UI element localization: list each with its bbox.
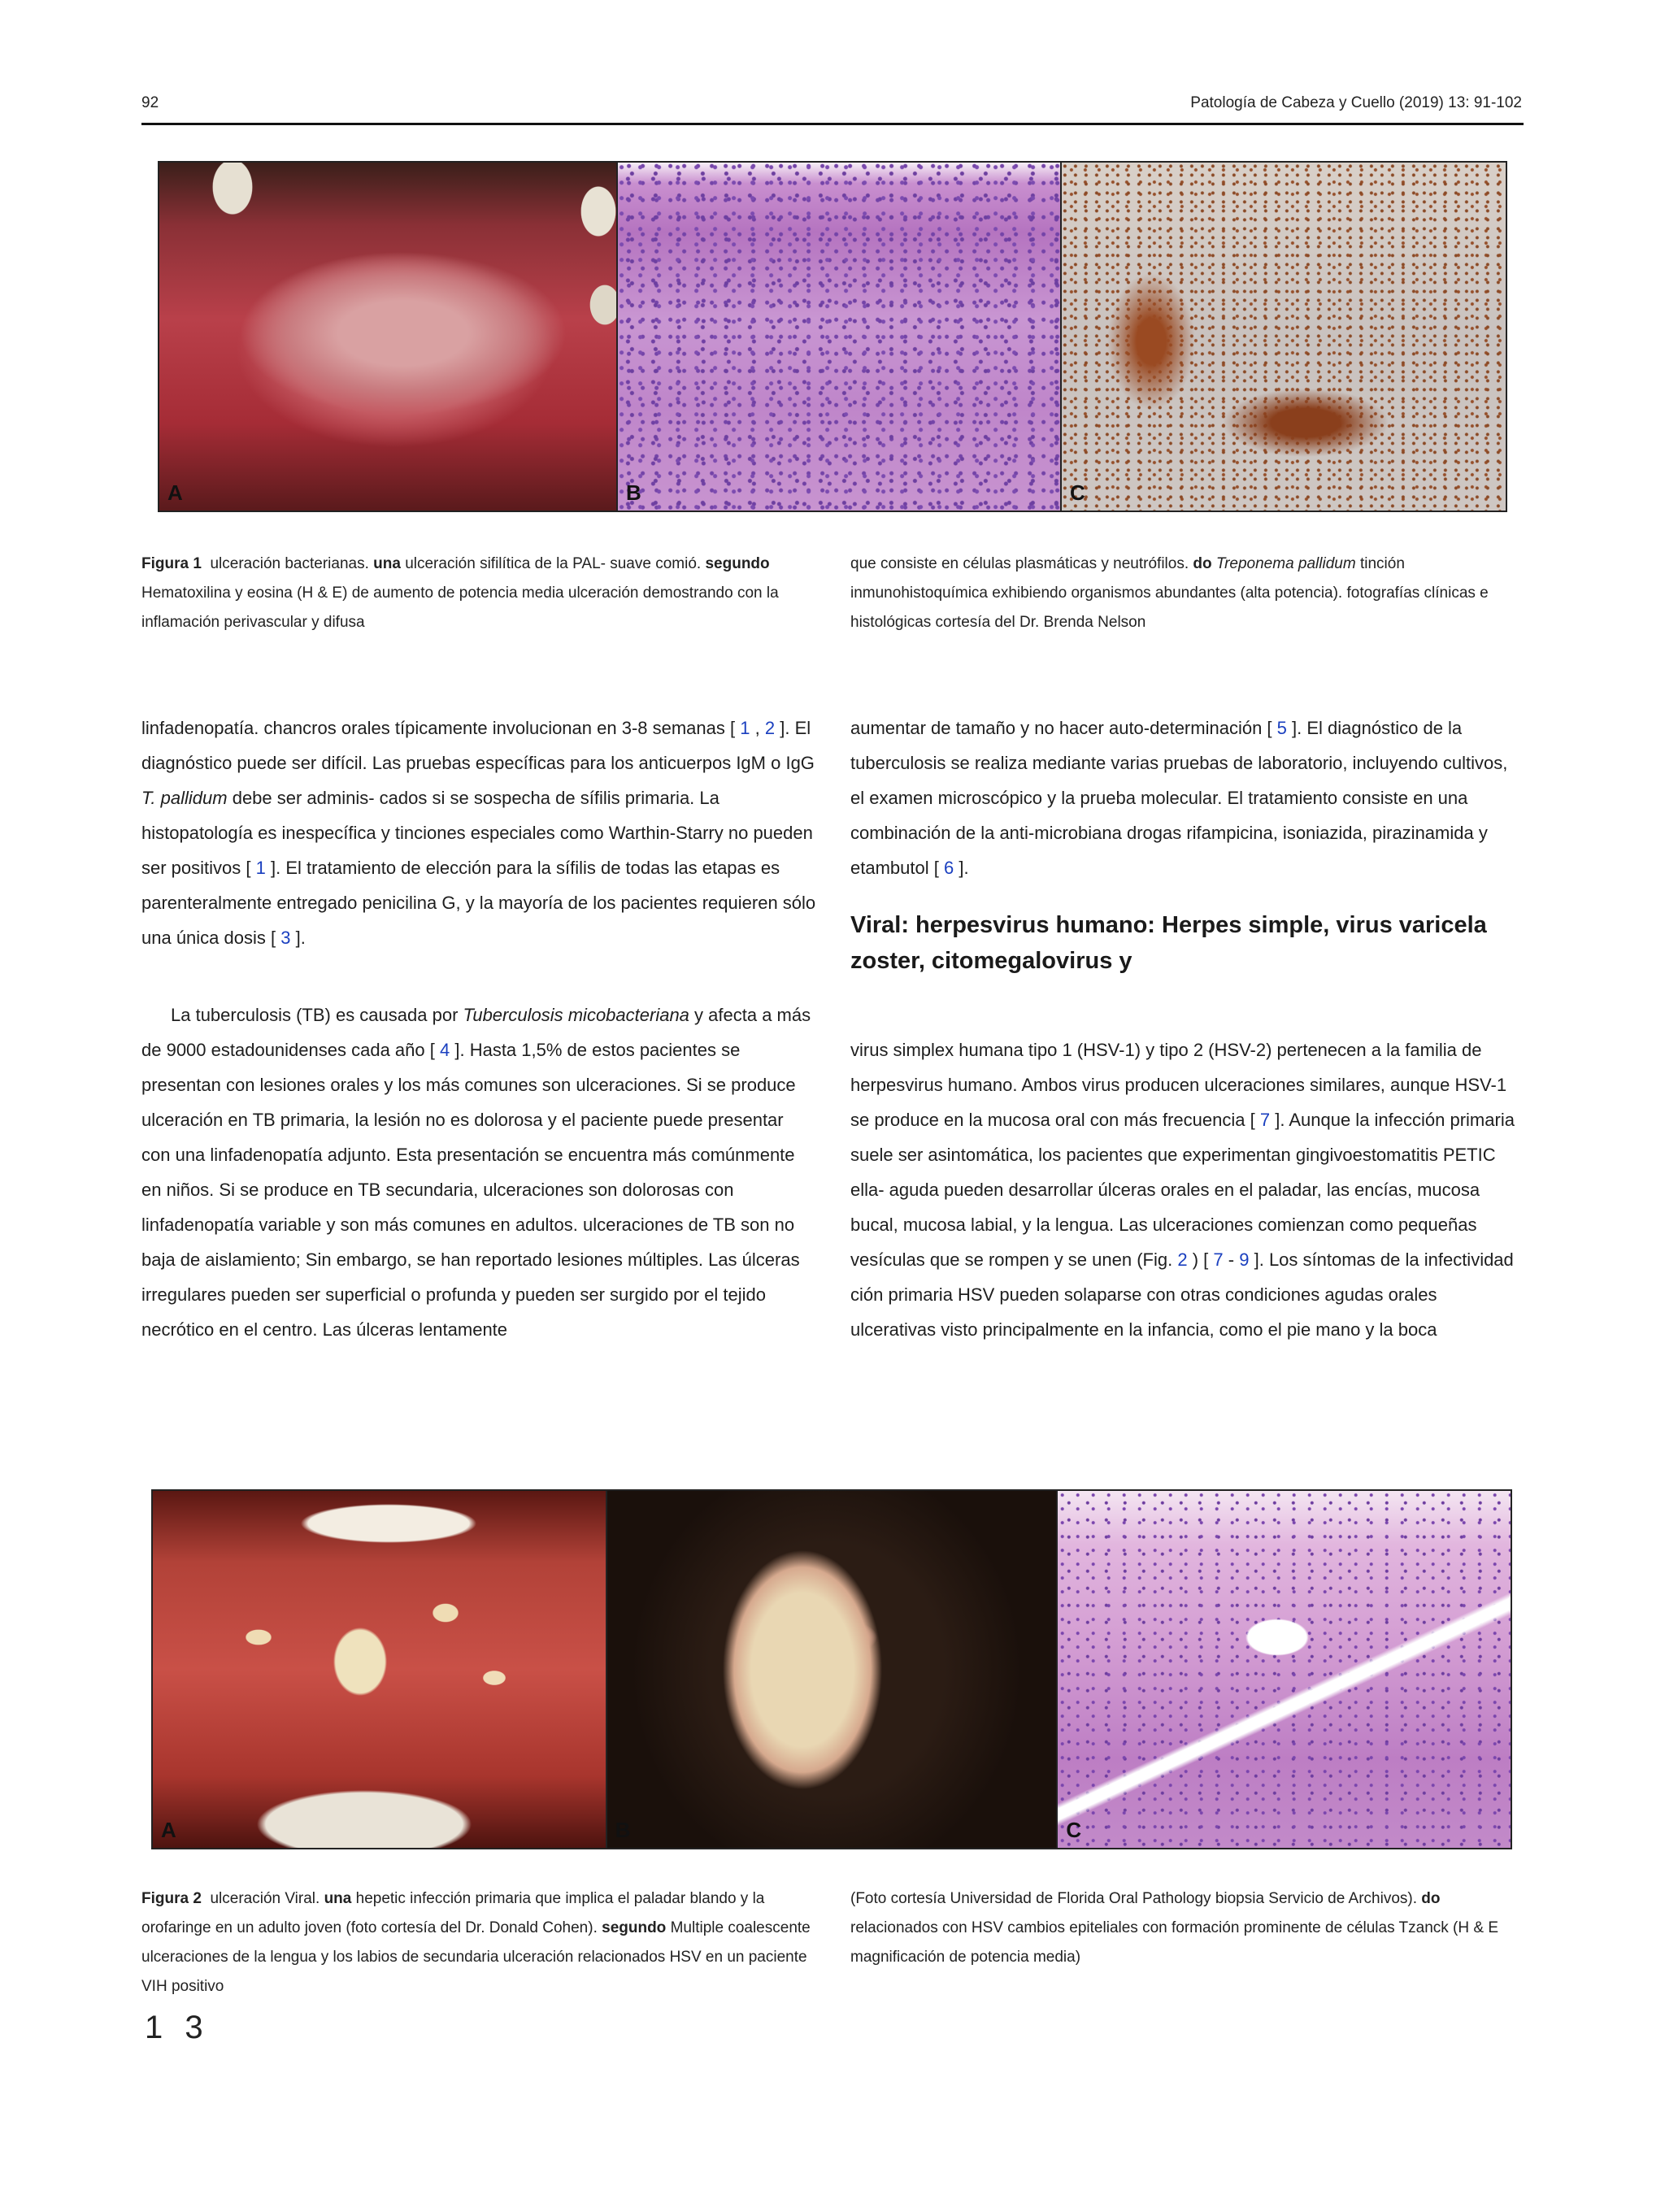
reference-link[interactable]: 1 <box>740 718 750 738</box>
reference-link[interactable]: 9 <box>1239 1249 1250 1270</box>
page-number-top: 92 <box>141 94 159 111</box>
reference-link[interactable]: 3 <box>280 928 291 948</box>
figure-1-panel-a-clinical-photo <box>159 163 616 511</box>
journal-citation: Patología de Cabeza y Cuello (2019) 13: 91-102 <box>1190 94 1522 111</box>
figure-link[interactable]: 2 <box>1177 1249 1188 1270</box>
right-column-paragraph-1: aumentar de tamaño y no hacer auto-determinación [ 5 ]. El diagnóstico de la tuberculosis se realiza mediante varias pruebas de laboratorio, incluyendo cultivos, el examen microscópico y la prueba molecular. El tratamiento consiste en una combinación de la anti-microbiana drogas rifampicina, isoniazida, pirazinamida y etambutol [ 6 ]. <box>850 718 1508 878</box>
reference-link[interactable]: 1 <box>255 858 266 878</box>
panel-label-b: B <box>626 480 641 505</box>
figure-1-caption-right: que consiste en células plasmáticas y neutrófilos. do Treponema pallidum tinción inmunohistoquímica exhibiendo organismos abundantes (alta potencia). fotografías clínicas e histológicas cortesía del Dr. Brenda Nelson <box>850 555 1489 631</box>
figure-2-label: Figura 2 <box>141 1890 202 1907</box>
figure-2-caption-left: Figura 2 ulceración Viral. una hepetic infección primaria que implica el paladar blando y la orofaringe en un adulto joven (foto cortesía del Dr. Donald Cohen). segundo Multiple coalescente ulceraciones de la lengua y los labios de secundaria ulceración relacionados HSV en un paciente VIH positivo <box>141 1890 811 1995</box>
figure-2-panel-b-tongue-photo <box>606 1491 1057 1848</box>
figure-2-panel-a-oropharynx-photo <box>153 1491 606 1848</box>
figure-2 <box>151 1489 1512 1849</box>
panel-label-c: C <box>1066 1818 1082 1842</box>
figure-1-panel-c-ihc-stain <box>1060 163 1506 511</box>
section-heading-viral: Viral: herpesvirus humano: Herpes simple, virus varicela zoster, citomegalovirus y <box>850 912 1487 974</box>
panel-label-a: A <box>161 1818 176 1842</box>
panel-label-c: C <box>1070 480 1085 505</box>
reference-link[interactable]: 2 <box>764 718 776 738</box>
figure-1-panel-b-he-histology <box>616 163 1060 511</box>
page-number-bottom: 1 3 <box>145 2010 210 2045</box>
right-column-paragraph-2: virus simplex humana tipo 1 (HSV-1) y tipo 2 (HSV-2) pertenecen a la familia de herpesvirus humano. Ambos virus producen ulceraciones similares, aunque HSV-1 se produce en la mucosa oral con más frecuencia [ 7 ]. Aunque la infección primaria suele ser asintomática, los pacientes que experimentan gingivoestomatitis PETIC ella- aguda pueden desarrollar úlceras orales en el paladar, las encías, mucosa bucal, mucosa labial, y la lengua. Las ulceraciones comienzan como pequeñas vesículas que se rompen y se unen (Fig. 2 ) [ 7 - 9 ]. Los síntomas de la infectividad ción primaria HSV pueden solaparse con otras condiciones agudas orales ulcerativas visto principalmente en la infancia, como el pie mano y la boca <box>850 1040 1515 1340</box>
figure-1 <box>158 161 1507 512</box>
panel-label-b: B <box>615 1818 631 1842</box>
reference-link[interactable]: 5 <box>1276 718 1287 738</box>
left-column-paragraph-2: La tuberculosis (TB) es causada por Tuberculosis micobacteriana y afecta a más de 9000 estadounidenses cada año [ 4 ]. Hasta 1,5% de estos pacientes se presentan con lesiones orales y los más comunes son ulceraciones. Si se produce ulceración en TB primaria, la lesión no es dolorosa y el paciente puede presentar con una linfadenopatía adjunto. Esta presentación se encuentra más comúnmente en niños. Si se produce en TB secundaria, ulceraciones son dolorosas con linfadenopatía variable y son más comunes en adultos. ulceraciones de TB son no baja de aislamiento; Sin embargo, se han reportado lesiones múltiples. Las úlceras irregulares pueden ser superficial o profunda y pueden ser surgido por el tejido necrótico en el centro. Las úlceras lentamente <box>141 1005 811 1340</box>
figure-2-panel-c-he-histology <box>1056 1491 1511 1848</box>
figure-2-caption-right: (Foto cortesía Universidad de Florida Oral Pathology biopsia Servicio de Archivos). do relacionados con HSV cambios epiteliales con formación prominente de células Tzanck (H & E magnificación de potencia media) <box>850 1890 1498 1966</box>
reference-link[interactable]: 7 <box>1213 1249 1224 1270</box>
reference-link[interactable]: 6 <box>943 858 954 878</box>
reference-link[interactable]: 4 <box>439 1040 450 1060</box>
figure-1-label: Figura 1 <box>141 555 202 572</box>
left-column-paragraph-1: linfadenopatía. chancros orales típicamente involucionan en 3-8 semanas [ 1 , 2 ]. El diagnóstico puede ser difícil. Las pruebas específicas para los anticuerpos IgM o IgG T. pallidum debe ser adminis- cados si se sospecha de sífilis primaria. La histopatología es inespecífica y tinciones especiales como Warthin-Starry no pueden ser positivos [ 1 ]. El tratamiento de elección para la sífilis de todas las etapas es parenteralmente entregado penicilina G, y la mayoría de los pacientes requieren sólo una única dosis [ 3 ]. <box>141 718 816 948</box>
figure-1-caption-left: Figura 1 ulceración bacterianas. una ulceración sifilítica de la PAL- suave comió. segundo Hematoxilina y eosina (H & E) de aumento de potencia media ulceración demostrando con la inflamación perivascular y difusa <box>141 555 779 631</box>
header-rule <box>141 123 1524 125</box>
reference-link[interactable]: 7 <box>1259 1110 1271 1130</box>
panel-label-a: A <box>167 480 183 505</box>
